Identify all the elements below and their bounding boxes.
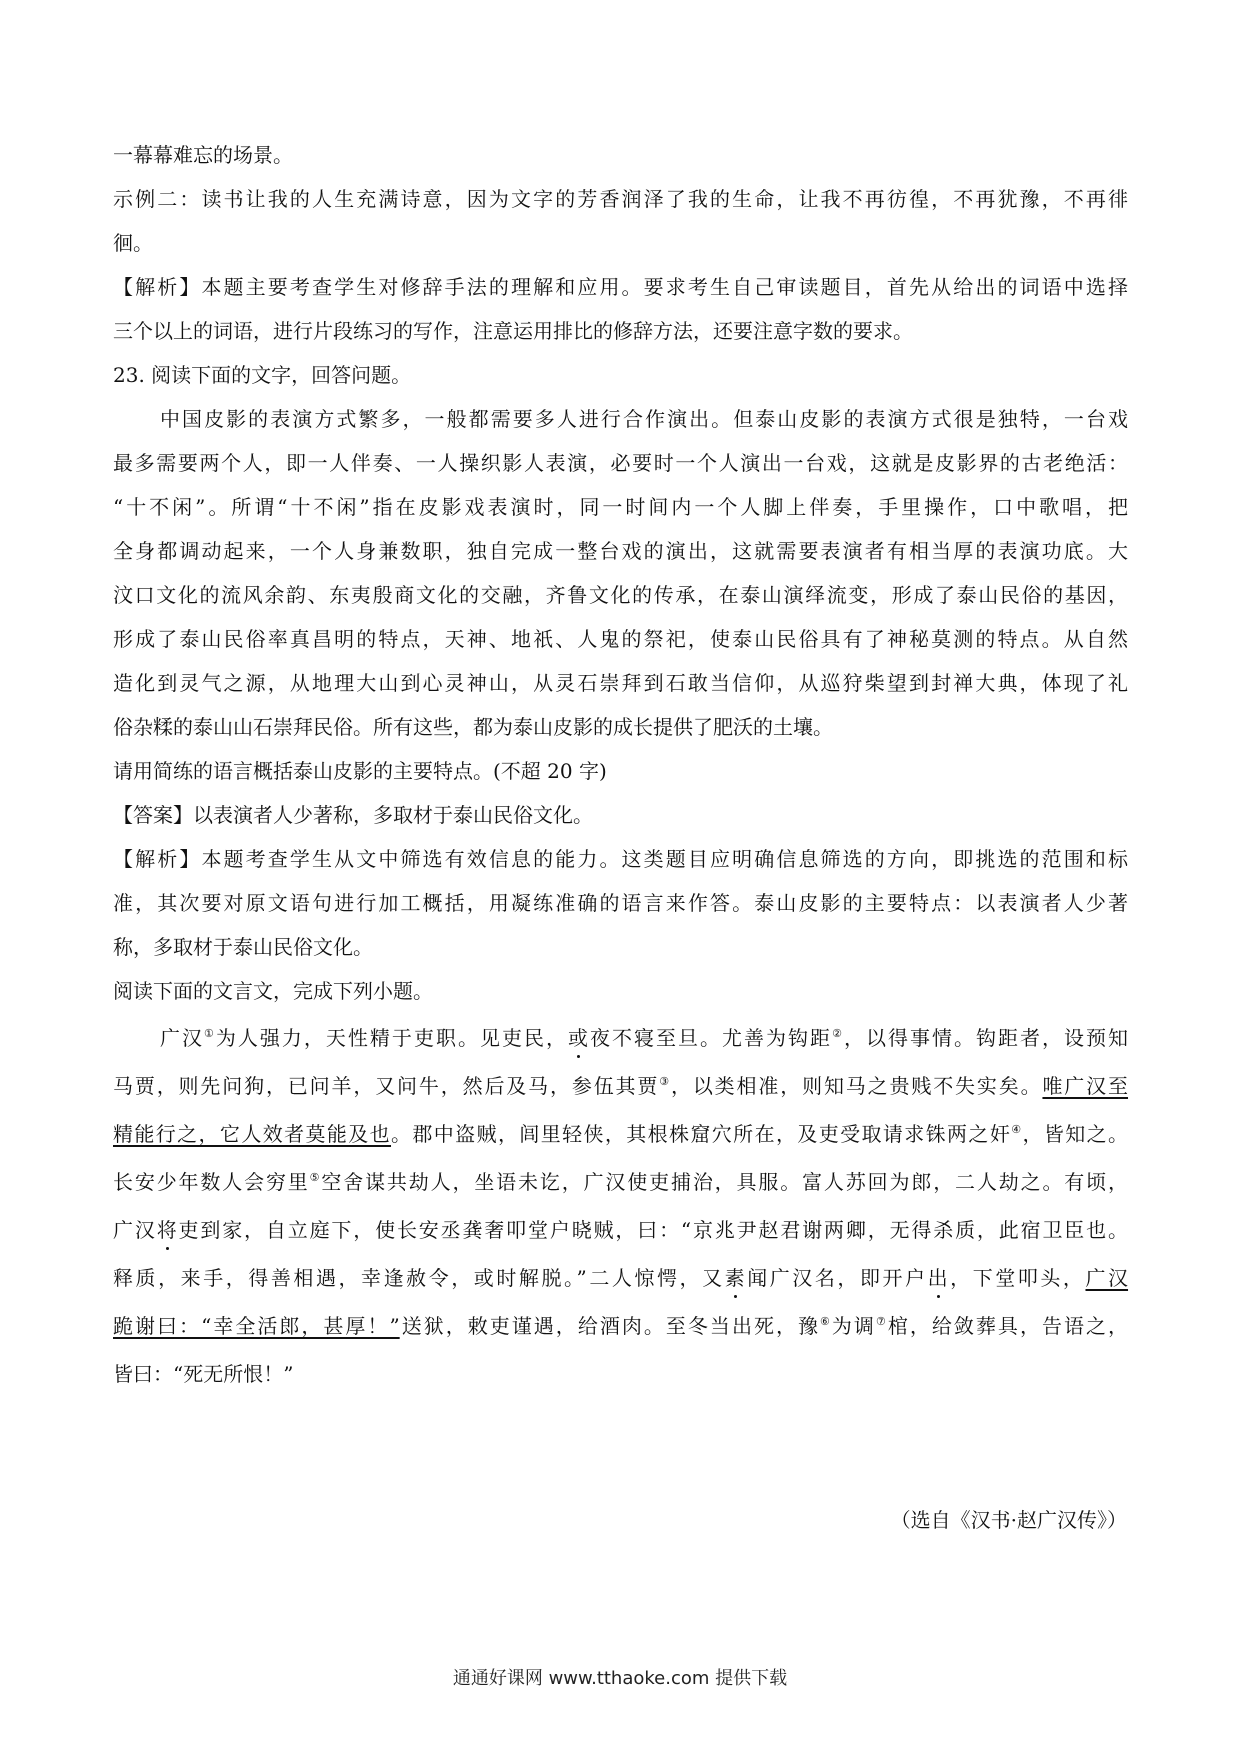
underlined-sentence: 广汉 — [1085, 1266, 1129, 1290]
answer-line: 【答案】以表演者人少著称，多取材于泰山民俗文化。 — [113, 803, 593, 827]
classical-line: 释质，来手，得善相遇，幸逢赦令，或时解脱。”二人惊愕，又素闻广汉名，即开户出，下堂叩头，广汉 — [113, 1266, 1129, 1290]
underlined-sentence: 精能行之，它人效者莫能及也 — [113, 1122, 392, 1146]
classical-line: 马贾，则先问狗，已问羊，又问牛，然后及马，参伍其贾③，以类相准，则知马之贵贱不失实矣。唯广汉至 — [113, 1074, 1129, 1098]
emphasis-dot-char: 将 — [156, 1218, 179, 1242]
passage-line: 全身都调动起来，一个人身兼数职，独自完成一整台戏的演出，这就需要表演者有相当厚的表演功底。大 — [113, 539, 1128, 563]
analysis-line: 【解析】本题考查学生从文中筛选有效信息的能力。这类题目应明确信息筛选的方向，即挑选的范围和标 — [113, 847, 1128, 871]
classical-line: 皆曰：“死无所恨！” — [113, 1362, 294, 1386]
passage-line: 形成了泰山民俗率真昌明的特点，天神、地祇、人鬼的祭祀，使泰山民俗具有了神秘莫测的特点。从自然 — [113, 627, 1128, 651]
passage-line: 汶口文化的流风余韵、东夷殷商文化的交融，齐鲁文化的传承，在泰山演绎流变，形成了泰山民俗的基因， — [113, 583, 1128, 607]
emphasis-dot-char: 或 — [567, 1026, 590, 1050]
reading-instruction: 阅读下面的文言文，完成下列小题。 — [113, 979, 433, 1003]
footnote-marker: ④ — [1011, 1123, 1023, 1136]
footnote-marker: ② — [832, 1027, 844, 1040]
analysis-line: 准，其次要对原文语句进行加工概括，用凝练准确的语言来作答。泰山皮影的主要特点：以表演者人少著 — [113, 891, 1128, 915]
passage-line: “十不闲”。所谓“十不闲”指在皮影戏表演时，同一时间内一个人脚上伴奏，手里操作，口中歌唱，把 — [113, 495, 1128, 519]
underlined-sentence: 跪谢曰：“幸全活郎，甚厚！” — [113, 1314, 400, 1338]
footnote-marker: ③ — [659, 1075, 671, 1088]
source-citation: （选自《汉书·赵广汉传》） — [890, 1508, 1127, 1532]
analysis-line: 【解析】本题主要考查学生对修辞手法的理解和应用。要求考生自己审读题目，首先从给出的词语中选择 — [113, 275, 1128, 299]
passage-line: 造化到灵气之源，从地理大山到心灵神山，从灵石崇拜到石敢当信仰，从巡狩柴望到封禅大典，体现了礼 — [113, 671, 1128, 695]
text-line: 一幕幕难忘的场景。 — [113, 143, 293, 167]
underlined-sentence: 唯广汉至 — [1042, 1074, 1129, 1098]
passage-line: 俗杂糅的泰山山石崇拜民俗。所有这些，都为泰山皮影的成长提供了肥沃的土壤。 — [113, 715, 833, 739]
classical-line: 精能行之，它人效者莫能及也。郡中盗贼，闾里轻侠，其根株窟穴所在，及吏受取请求铢两之奸④，皆知之。 — [113, 1122, 1128, 1146]
analysis-line: 称，多取材于泰山民俗文化。 — [113, 935, 373, 959]
footnote-marker: ⑦ — [875, 1315, 888, 1328]
question-prompt: 请用简练的语言概括泰山皮影的主要特点。(不超 20 字) — [113, 759, 607, 783]
classical-line: 长安少年数人会穷里⑤空舍谋共劫人，坐语未讫，广汉使吏捕治，具服。富人苏回为郎，二人劫之。有顷， — [113, 1170, 1128, 1194]
footnote-marker: ⑤ — [309, 1171, 322, 1184]
text-line: 示例二：读书让我的人生充满诗意，因为文字的芳香润泽了我的生命，让我不再彷徨，不再犹豫，不再徘 — [113, 187, 1128, 211]
emphasis-dot-char: 出 — [927, 1266, 951, 1290]
question-heading: 23. 阅读下面的文字，回答问题。 — [113, 363, 412, 387]
page-footer: 通通好课网 www.tthaoke.com 提供下载 — [452, 1668, 788, 1689]
classical-line: 广汉将吏到家，自立庭下，使长安丞龚奢叩堂户晓贼，曰：“京兆尹赵君谢两卿，无得杀质，此宿卫臣也。 — [113, 1218, 1128, 1242]
footnote-marker: ⑥ — [820, 1315, 832, 1328]
analysis-line: 三个以上的词语，进行片段练习的写作，注意运用排比的修辞方法，还要注意字数的要求。 — [113, 319, 913, 343]
passage-line: 中国皮影的表演方式繁多，一般都需要多人进行合作演出。但泰山皮影的表演方式很是独特，一台戏 — [160, 407, 1128, 431]
classical-line: 广汉①为人强力，天性精于吏职。见吏民，或夜不寝至旦。尤善为钩距②，以得事情。钩距者，设预知 — [160, 1026, 1129, 1050]
footnote-marker: ① — [204, 1027, 216, 1040]
passage-line: 最多需要两个人，即一人伴奏、一人操织影人表演，必要时一个人演出一台戏，这就是皮影界的古老绝活： — [113, 451, 1128, 475]
emphasis-dot-char: 素 — [724, 1266, 748, 1290]
classical-line: 跪谢曰：“幸全活郎，甚厚！”送狱，敕吏谨遇，给酒肉。至冬当出死，豫⑥为调⑦棺，给敛葬具，告语之， — [113, 1314, 1129, 1338]
text-line: 徊。 — [113, 231, 153, 255]
